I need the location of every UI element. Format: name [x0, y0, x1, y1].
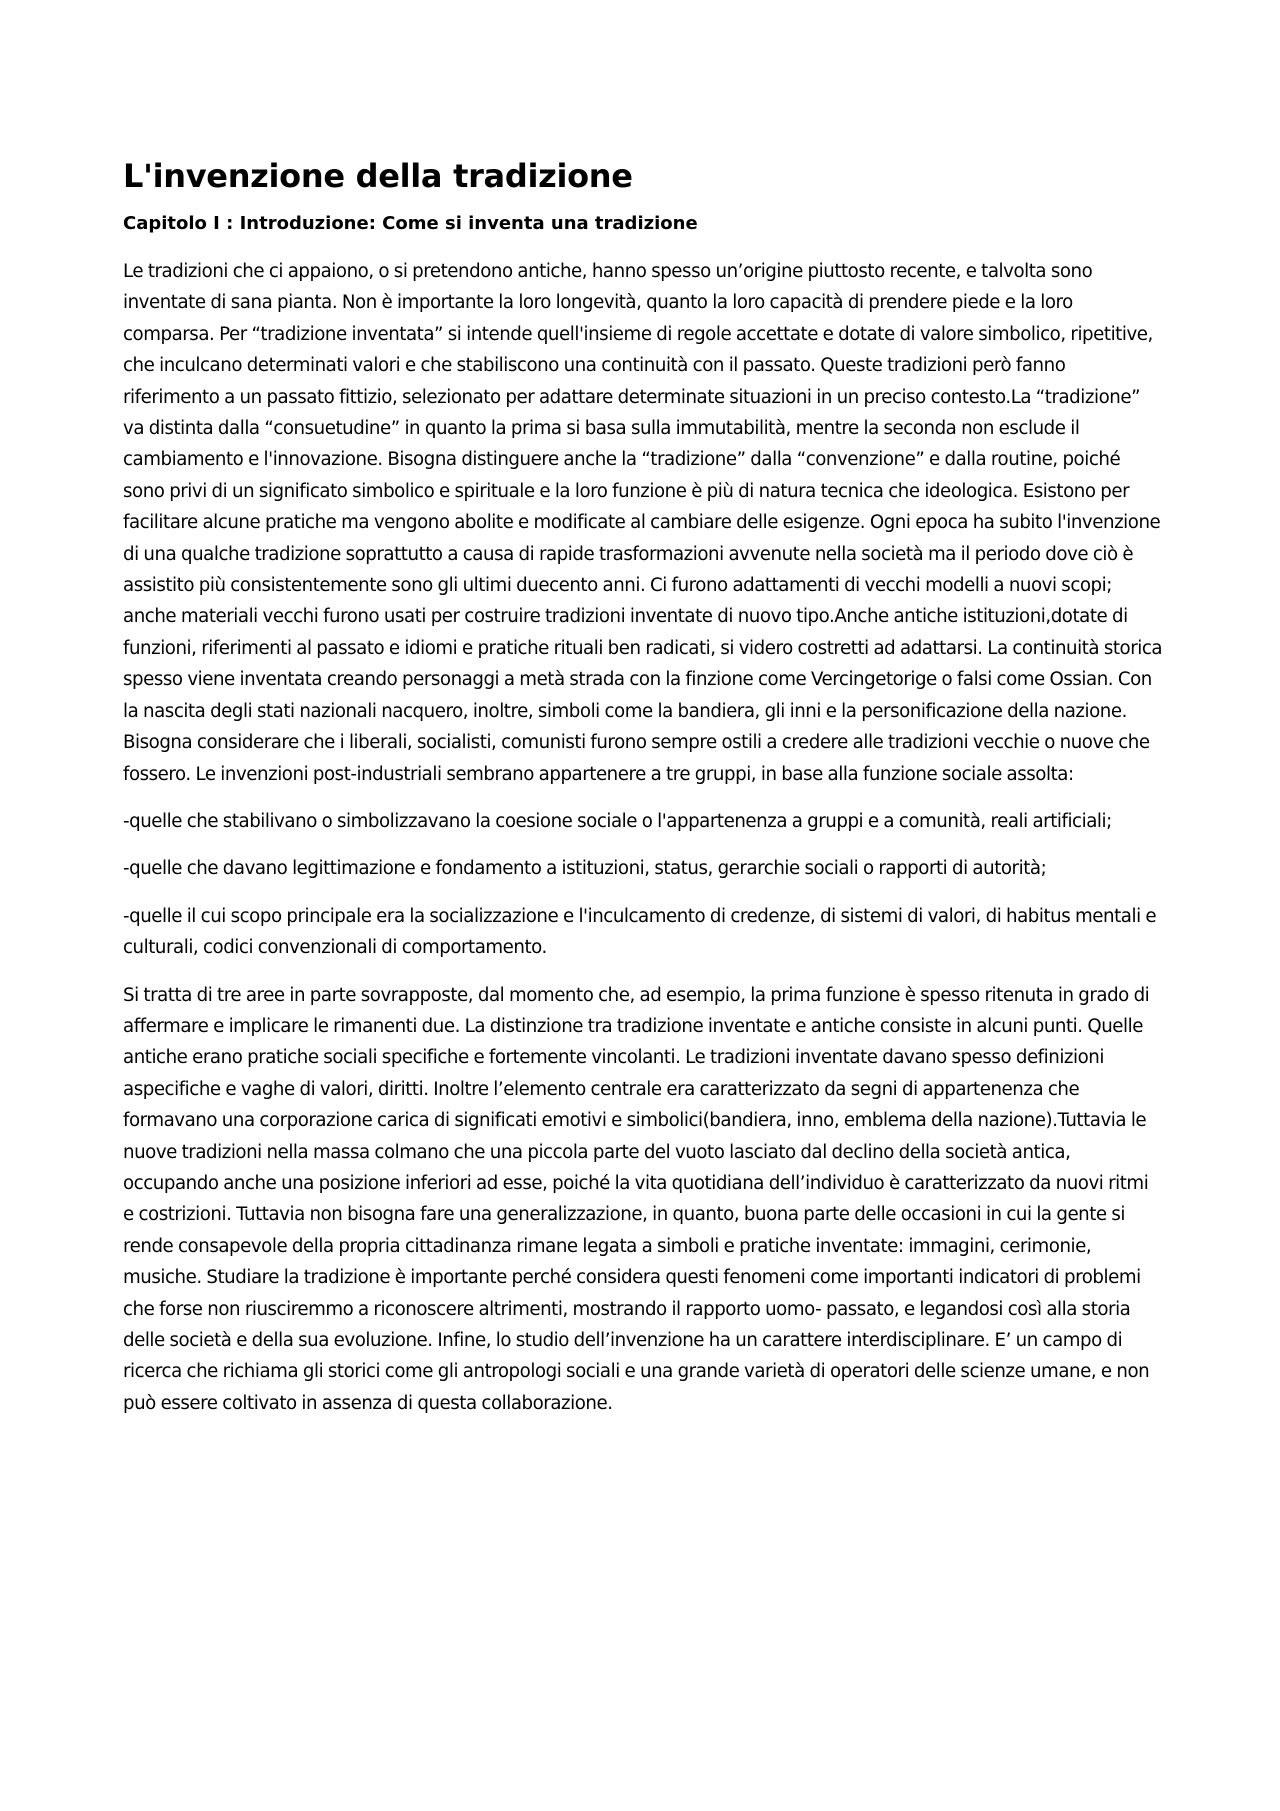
page-title: L'invenzione della tradizione — [123, 157, 633, 195]
list-item-socialization: -quelle il cui scopo principale era la socializzazione e l'inculcamento di credenze, di sistemi di valori, di habitus mentali e culturali, codici convenzionali di comportamento. — [123, 905, 1157, 959]
chapter-heading: Capitolo I : Introduzione: Come si inventa una tradizione — [123, 213, 698, 234]
body-paragraph-conclusion: Si tratta di tre aree in parte sovrapposte, dal momento che, ad esempio, la prima funzione è spesso ritenuta in grado di affermare e implicare le rimanenti due. La distinzione tra tradizione inventate e antiche consiste in alcuni punti. Quelle antiche erano pratiche sociali specifiche e fortemente vincolanti. Le tradizioni inventate davano spesso definizioni aspecifiche e vaghe di valori, diritti. Inoltre l’elemento centrale era caratterizzato da segni di appartenenza che formavano una corporazione carica di significati emotivi e simbolici(bandiera, inno, emblema della nazione).Tuttavia le nuove tradizioni nella massa colmano che una piccola parte del vuoto lasciato dal declino della società antica, occupando anche una posizione inferiori ad esse, poiché la vita quotidiana dell’individuo è caratterizzato da nuovi ritmi e costrizioni. Tuttavia non bisogna fare una generalizzazione, in quanto, buona parte delle occasioni in cui la gente si rende consapevole della propria cittadinanza rimane legata a simboli e pratiche inventate: immagini, cerimonie, musiche. Studiare la tradizione è importante perché considera questi fenomeni come importanti indicatori di problemi che forse non riusciremmo a riconoscere altrimenti, mostrando il rapporto uomo- passato, e legandosi così alla storia delle società e della sua evoluzione. Infine, lo studio dell’invenzione ha un carattere interdisciplinare. E’ un campo di ricerca che richiama gli storici come gli antropologi sociali e una grande varietà di operatori delle scienze umane, e non può essere coltivato in assenza di questa collaborazione. — [123, 984, 1150, 1414]
document-page — [123, 150, 1163, 1435]
list-item-legitimation: -quelle che davano legittimazione e fondamento a istituzioni, status, gerarchie sociali o rapporti di autorità; — [123, 858, 1047, 880]
list-item-cohesion: -quelle che stabilivano o simbolizzavano la coesione sociale o l'appartenenza a gruppi e a comunità, reali artificiali; — [123, 810, 1112, 832]
body-paragraph-intro: Le tradizioni che ci appaiono, o si pretendono antiche, hanno spesso un’origine piuttosto recente, e talvolta sono inventate di sana pianta. Non è importante la loro longevità, quanto la loro capacità di prendere piede e la loro comparsa. Per “tradizione inventata” si intende quell'insieme di regole accettate e dotate di valore simbolico, ripetitive, che inculcano determinati valori e che stabiliscono una continuità con il passato. Queste tradizioni però fanno riferimento a un passato fittizio, selezionato per adattare determinate situazioni in un preciso contesto.La “tradizione” va distinta dalla “consuetudine” in quanto la prima si basa sulla immutabilità, mentre la seconda non esclude il cambiamento e l'innovazione. Bisogna distinguere anche la “tradizione” dalla “convenzione” e dalla routine, poiché sono privi di un significato simbolico e spirituale e la loro funzione è più di natura tecnica che ideologica. Esistono per facilitare alcune pratiche ma vengono abolite e modificate al cambiare delle esigenze. Ogni epoca ha subito l'invenzione di una qualche tradizione soprattutto a causa di rapide trasformazioni avvenute nella società ma il periodo dove ciò è assistito più consistentemente sono gli ultimi duecento anni. Ci furono adattamenti di vecchi modelli a nuovi scopi; anche materiali vecchi furono usati per costruire tradizioni inventate di nuovo tipo.Anche antiche istituzioni,dotate di funzioni, riferimenti al passato e idiomi e pratiche rituali ben radicati, si videro costretti ad adattarsi. La continuità storica spesso viene inventata creando personaggi a metà strada con la finzione come Vercingetorige o falsi come Ossian. Con la nascita degli stati nazionali nacquero, inoltre, simboli come la bandiera, gli inni e la personificazione della nazione. Bisogna considerare che i liberali, socialisti, comunisti furono sempre ostili a credere alle tradizioni vecchie o nuove che fossero. Le invenzioni post-industriali sembrano appartenere a tre gruppi, in base alla funzione sociale assolta: — [123, 261, 1163, 785]
